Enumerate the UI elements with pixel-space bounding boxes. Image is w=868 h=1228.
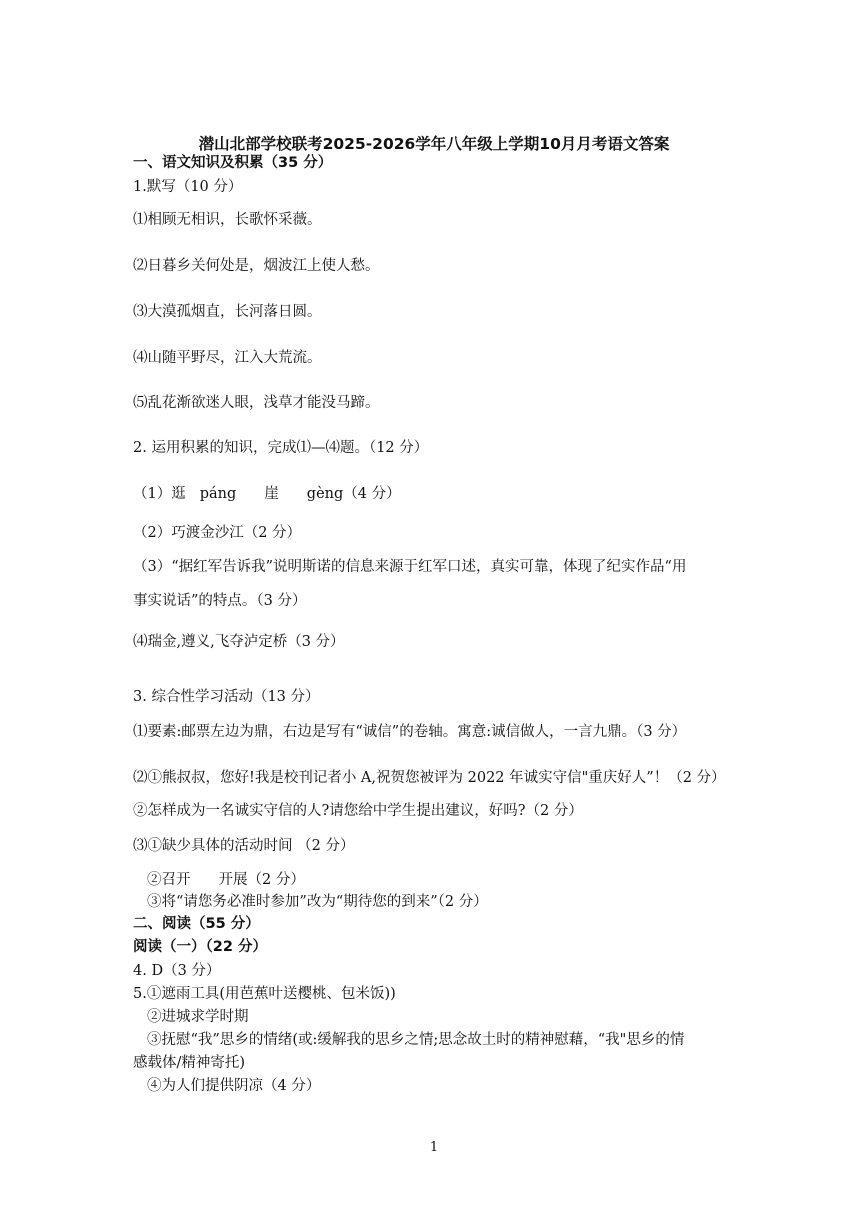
answer-2-2: （2）巧渡金沙江（2 分） bbox=[133, 525, 302, 541]
answer-5-line-4: 感载体/精神寄托) bbox=[133, 1055, 246, 1071]
answer-1-5: ⑸乱花渐欲迷人眼，浅草才能没马蹄。 bbox=[133, 395, 380, 411]
answer-5-line-3: ③抚慰“我”思乡的情绪(或:缓解我的思乡之情;思念故土时的精神慰藉，“我"思乡的情 bbox=[147, 1032, 685, 1048]
answer-3-3-line-1: ⑶①缺少具体的活动时间 （2 分） bbox=[133, 838, 355, 854]
answer-2-1 bbox=[133, 484, 401, 504]
section-heading-1: 一、语文知识及积累（35 分） bbox=[133, 155, 333, 171]
answer-2-1-pinyin-1: páng bbox=[199, 486, 237, 502]
answer-4: 4. D（3 分） bbox=[133, 963, 221, 979]
page-number: 1 bbox=[429, 1140, 439, 1155]
answer-5-line-2: ②进城求学时期 bbox=[147, 1009, 249, 1025]
answer-3-2-line-2: ②怎样成为一名诚实守信的人?请您给中学生提出建议，好吗?（2 分） bbox=[133, 803, 583, 819]
answer-5-line-1: 5.①遮雨工具(用芭蕉叶送樱桃、包米饭)) bbox=[133, 986, 396, 1002]
answer-3-2-line-1: ⑵①熊叔叔，您好!我是校刊记者小 A,祝贺您被评为 2022 年诚实守信"重庆好人”！（2 分） bbox=[133, 770, 726, 786]
document-title: 潜山北部学校联考2025-2026学年八年级上学期10月月考语文答案 bbox=[198, 135, 670, 153]
answer-3-3-line-2 bbox=[147, 870, 305, 890]
section-heading-2: 二、阅读（55 分） bbox=[133, 916, 260, 932]
answer-1-4: ⑷山随平野尽，江入大荒流。 bbox=[133, 350, 322, 366]
answer-3-3-line-3: ③将“请您务必准时参加”改为“期待您的到来”（2 分） bbox=[147, 894, 488, 910]
answer-5-line-5: ④为人们提供阴凉（4 分） bbox=[147, 1078, 321, 1094]
answer-2-3-line-1: （3）“据红军告诉我”说明斯诺的信息来源于红军口述，真实可靠，体现了纪实作品“用 bbox=[133, 559, 687, 575]
answer-2-1-score: （4 分） bbox=[343, 486, 401, 502]
answer-2-1-prefix: （1）逛 bbox=[133, 486, 186, 502]
answer-2-3-line-2: 事实说话”的特点。（3 分） bbox=[133, 593, 307, 609]
answer-2-1-char-2: 崖 bbox=[264, 486, 279, 502]
answer-1-2: ⑵日暮乡关何处是，烟波江上使人愁。 bbox=[133, 258, 380, 274]
question-1-label: 1.默写（10 分） bbox=[133, 179, 243, 195]
answer-1-1: ⑴相顾无相识，长歌怀采薇。 bbox=[133, 212, 322, 228]
answer-3-3-line-2-a: ②召开 bbox=[147, 872, 191, 888]
answer-3-1: ⑴要素:邮票左边为鼎，右边是写有“诚信”的卷轴。寓意:诚信做人，一言九鼎。（3 分） bbox=[133, 724, 687, 740]
answer-1-3: ⑶大漠孤烟直，长河落日圆。 bbox=[133, 304, 322, 320]
question-2-label: 2. 运用积累的知识，完成⑴—⑷题。（12 分） bbox=[133, 440, 429, 456]
reading-1-heading: 阅读（一）（22 分） bbox=[133, 939, 267, 955]
question-3-label: 3. 综合性学习活动（13 分） bbox=[133, 689, 320, 705]
answer-3-3-line-2-b: 开展（2 分） bbox=[218, 872, 305, 888]
answer-2-1-pinyin-2: gèng bbox=[306, 486, 344, 502]
answer-2-4: ⑷瑞金,遵义,飞夺泸定桥（3 分） bbox=[133, 634, 345, 650]
